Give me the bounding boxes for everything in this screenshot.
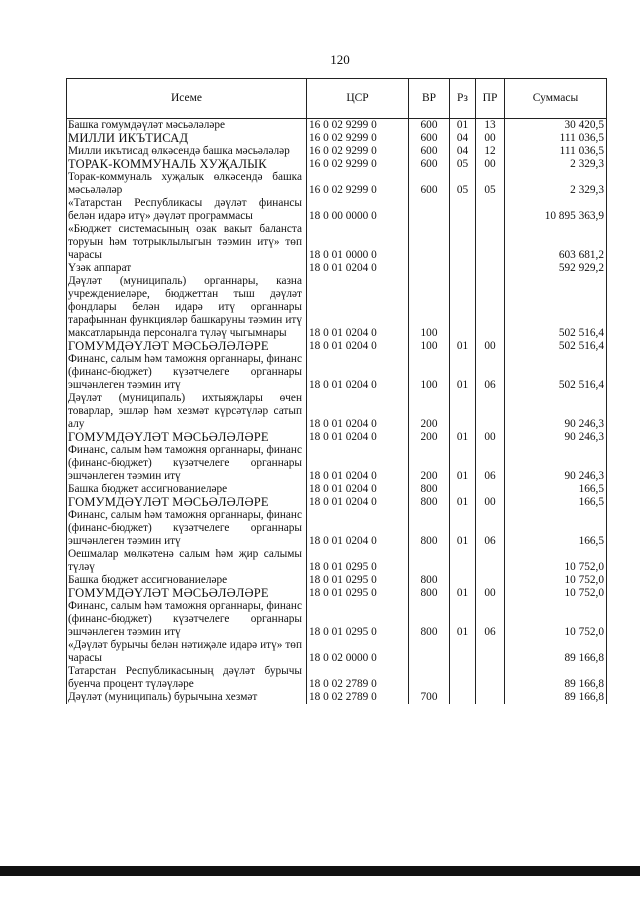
cell-pr: 12 [476, 145, 505, 158]
cell-sum: 10 895 363,9 [505, 197, 607, 223]
cell-rz [450, 275, 476, 340]
cell-rz [450, 223, 476, 262]
cell-pr [476, 197, 505, 223]
cell-name: ГОМУМДӘҮЛӘТ МӘСЬӘЛӘЛӘРЕ [67, 587, 307, 600]
cell-vr: 600 [409, 132, 450, 145]
cell-name: Торак-коммуналь хуҗалык өлкәсендә башка мәсьәләләр [67, 171, 307, 197]
cell-name: «Дәүләт бурычы белән нәтиҗәле идарә итү» төп чарасы [67, 639, 307, 665]
cell-name: Дәүләт (муниципаль) органнары, казна учреждениеләре, бюджеттан тыш дәүләт фондлары белән идарә итү органнары тарафыннан функцияләр башкаруны тәэмин итү максатларында персоналга түләү чыгымнары [67, 275, 307, 340]
table-row [67, 392, 607, 431]
cell-vr: 600 [409, 119, 450, 133]
cell-name: Үзәк аппарат [67, 262, 307, 275]
budget-table [66, 78, 607, 704]
cell-rz: 01 [450, 496, 476, 509]
cell-vr: 200 [409, 444, 450, 483]
cell-sum: 166,5 [505, 509, 607, 548]
cell-sum: 10 752,0 [505, 548, 607, 574]
cell-vr: 800 [409, 574, 450, 587]
cell-pr [476, 223, 505, 262]
cell-rz: 04 [450, 132, 476, 145]
cell-vr: 600 [409, 171, 450, 197]
table-row [67, 275, 607, 340]
cell-rz [450, 548, 476, 574]
cell-rz: 01 [450, 353, 476, 392]
cell-rz: 01 [450, 509, 476, 548]
cell-pr: 06 [476, 353, 505, 392]
cell-rz [450, 639, 476, 665]
cell-name: Финанс, салым һәм таможня органнары, финанс (финанс-бюджет) күзәтчелеге органнары эшчәнлеген тәэмин итү [67, 444, 307, 483]
cell-name: ГОМУМДӘҮЛӘТ МӘСЬӘЛӘЛӘРЕ [67, 340, 307, 353]
cell-sum: 90 246,3 [505, 392, 607, 431]
cell-pr: 00 [476, 132, 505, 145]
cell-vr: 100 [409, 340, 450, 353]
cell-name: Дәүләт (муниципаль) ихтыяҗлары өчен товарлар, эшләр һәм хезмәт күрсәтүләр сатып алу [67, 392, 307, 431]
cell-csr: 18 0 01 0204 0 [307, 392, 409, 431]
cell-sum: 603 681,2 [505, 223, 607, 262]
cell-csr: 18 0 01 0204 0 [307, 262, 409, 275]
cell-vr [409, 262, 450, 275]
cell-vr: 800 [409, 587, 450, 600]
table-row [67, 587, 607, 600]
cell-csr: 18 0 01 0204 0 [307, 431, 409, 444]
cell-rz: 04 [450, 145, 476, 158]
header-name: Исеме [67, 79, 307, 119]
cell-name: Татарстан Республикасының дәүләт бурычы буенча процент түләүләре [67, 665, 307, 691]
cell-sum: 89 166,8 [505, 665, 607, 691]
cell-csr: 18 0 01 0204 0 [307, 353, 409, 392]
cell-rz: 05 [450, 158, 476, 171]
header-rz: Рз [450, 79, 476, 119]
table-row [67, 197, 607, 223]
cell-rz: 05 [450, 171, 476, 197]
cell-csr: 18 0 02 2789 0 [307, 665, 409, 691]
cell-csr: 16 0 02 9299 0 [307, 132, 409, 145]
cell-pr [476, 574, 505, 587]
cell-csr: 16 0 02 9299 0 [307, 119, 409, 133]
cell-rz: 01 [450, 444, 476, 483]
cell-csr: 18 0 01 0295 0 [307, 574, 409, 587]
cell-sum: 2 329,3 [505, 171, 607, 197]
cell-name: «Татарстан Республикасы дәүләт финансы белән идарә итү» дәүләт программасы [67, 197, 307, 223]
cell-sum: 89 166,8 [505, 639, 607, 665]
table-row [67, 665, 607, 691]
cell-csr: 16 0 02 9299 0 [307, 145, 409, 158]
cell-rz: 01 [450, 600, 476, 639]
cell-rz [450, 483, 476, 496]
cell-pr: 06 [476, 444, 505, 483]
table-row [67, 262, 607, 275]
cell-sum: 89 166,8 [505, 691, 607, 704]
table-row [67, 691, 607, 704]
cell-pr: 00 [476, 158, 505, 171]
cell-name: Башка бюджет ассигнованиеләре [67, 574, 307, 587]
cell-sum: 90 246,3 [505, 431, 607, 444]
table-row [67, 353, 607, 392]
cell-csr: 18 0 01 0000 0 [307, 223, 409, 262]
cell-pr [476, 392, 505, 431]
cell-sum: 166,5 [505, 496, 607, 509]
cell-csr: 18 0 01 0204 0 [307, 509, 409, 548]
cell-pr: 00 [476, 431, 505, 444]
cell-csr: 18 0 02 0000 0 [307, 639, 409, 665]
table-row [67, 496, 607, 509]
cell-sum: 111 036,5 [505, 132, 607, 145]
cell-pr: 05 [476, 171, 505, 197]
cell-rz: 01 [450, 340, 476, 353]
cell-rz [450, 574, 476, 587]
cell-vr: 700 [409, 691, 450, 704]
cell-name: Дәүләт (муниципаль) бурычына хезмәт [67, 691, 307, 704]
cell-name: Оешмалар мөлкәтенә салым һәм җир салымы түләү [67, 548, 307, 574]
cell-vr: 200 [409, 392, 450, 431]
table-row [67, 223, 607, 262]
cell-pr: 00 [476, 496, 505, 509]
cell-sum: 10 752,0 [505, 574, 607, 587]
cell-name: ТОРАК-КОММУНАЛЬ ХУҖАЛЫК [67, 158, 307, 171]
cell-pr: 06 [476, 509, 505, 548]
cell-name: Финанс, салым һәм таможня органнары, финанс (финанс-бюджет) күзәтчелеге органнары эшчәнлеген тәэмин итү [67, 353, 307, 392]
cell-sum: 502 516,4 [505, 340, 607, 353]
cell-sum: 10 752,0 [505, 600, 607, 639]
cell-sum: 30 420,5 [505, 119, 607, 133]
cell-vr: 100 [409, 275, 450, 340]
page-number: 120 [330, 52, 350, 67]
table-row [67, 119, 607, 133]
cell-pr [476, 548, 505, 574]
cell-rz [450, 392, 476, 431]
header-vr: ВР [409, 79, 450, 119]
cell-rz: 01 [450, 587, 476, 600]
cell-pr [476, 639, 505, 665]
cell-pr: 13 [476, 119, 505, 133]
cell-csr: 16 0 02 9299 0 [307, 158, 409, 171]
cell-sum: 111 036,5 [505, 145, 607, 158]
cell-pr [476, 483, 505, 496]
table-row [67, 132, 607, 145]
cell-vr: 800 [409, 600, 450, 639]
cell-name: Башка гомумдәүләт мәсьәләләре [67, 119, 307, 133]
cell-sum: 592 929,2 [505, 262, 607, 275]
table-header-row [67, 79, 607, 119]
cell-rz [450, 197, 476, 223]
cell-csr: 18 0 01 0204 0 [307, 340, 409, 353]
cell-name: Милли икътисад өлкәсендә башка мәсьәләләр [67, 145, 307, 158]
cell-vr [409, 665, 450, 691]
cell-vr [409, 223, 450, 262]
cell-name: ГОМУМДӘҮЛӘТ МӘСЬӘЛӘЛӘРЕ [67, 431, 307, 444]
cell-vr: 800 [409, 509, 450, 548]
cell-rz: 01 [450, 119, 476, 133]
cell-pr [476, 691, 505, 704]
header-sum: Суммасы [505, 79, 607, 119]
cell-csr: 18 0 01 0204 0 [307, 444, 409, 483]
cell-csr: 18 0 01 0204 0 [307, 496, 409, 509]
cell-sum: 2 329,3 [505, 158, 607, 171]
cell-name: «Бюджет системасының озак вакыт баланста торуын һәм тотрыклылыгын тәэмин итү» төп чарасы [67, 223, 307, 262]
header-pr: ПР [476, 79, 505, 119]
cell-rz [450, 691, 476, 704]
cell-rz: 01 [450, 431, 476, 444]
cell-sum: 10 752,0 [505, 587, 607, 600]
cell-pr [476, 665, 505, 691]
table-row [67, 444, 607, 483]
cell-name: МИЛЛИ ИКЪТИСАД [67, 132, 307, 145]
cell-vr [409, 639, 450, 665]
table-row [67, 639, 607, 665]
table-row [67, 600, 607, 639]
cell-csr: 18 0 01 0295 0 [307, 600, 409, 639]
cell-vr: 600 [409, 158, 450, 171]
scan-edge-bar [0, 866, 640, 876]
cell-rz [450, 665, 476, 691]
cell-vr: 100 [409, 353, 450, 392]
cell-sum: 90 246,3 [505, 444, 607, 483]
cell-vr: 800 [409, 483, 450, 496]
cell-csr: 18 0 01 0204 0 [307, 483, 409, 496]
cell-pr: 00 [476, 340, 505, 353]
cell-csr: 16 0 02 9299 0 [307, 171, 409, 197]
header-csr: ЦСР [307, 79, 409, 119]
table-row [67, 158, 607, 171]
cell-vr [409, 548, 450, 574]
table-row [67, 431, 607, 444]
cell-name: Финанс, салым һәм таможня органнары, финанс (финанс-бюджет) күзәтчелеге органнары эшчәнлеген тәэмин итү [67, 509, 307, 548]
cell-pr [476, 275, 505, 340]
cell-name: ГОМУМДӘҮЛӘТ МӘСЬӘЛӘЛӘРЕ [67, 496, 307, 509]
table-row [67, 548, 607, 574]
cell-csr: 18 0 00 0000 0 [307, 197, 409, 223]
cell-csr: 18 0 02 2789 0 [307, 691, 409, 704]
table-row [67, 509, 607, 548]
cell-sum: 502 516,4 [505, 353, 607, 392]
cell-pr [476, 262, 505, 275]
cell-vr: 200 [409, 431, 450, 444]
cell-rz [450, 262, 476, 275]
cell-vr: 600 [409, 145, 450, 158]
cell-pr: 00 [476, 587, 505, 600]
cell-pr: 06 [476, 600, 505, 639]
cell-vr: 800 [409, 496, 450, 509]
cell-csr: 18 0 01 0204 0 [307, 275, 409, 340]
table-row [67, 340, 607, 353]
table-body [67, 119, 607, 705]
cell-sum: 502 516,4 [505, 275, 607, 340]
cell-vr [409, 197, 450, 223]
cell-name: Башка бюджет ассигнованиеләре [67, 483, 307, 496]
cell-name: Финанс, салым һәм таможня органнары, финанс (финанс-бюджет) күзәтчелеге органнары эшчәнлеген тәэмин итү [67, 600, 307, 639]
cell-csr: 18 0 01 0295 0 [307, 587, 409, 600]
cell-sum: 166,5 [505, 483, 607, 496]
cell-csr: 18 0 01 0295 0 [307, 548, 409, 574]
table-row [67, 171, 607, 197]
